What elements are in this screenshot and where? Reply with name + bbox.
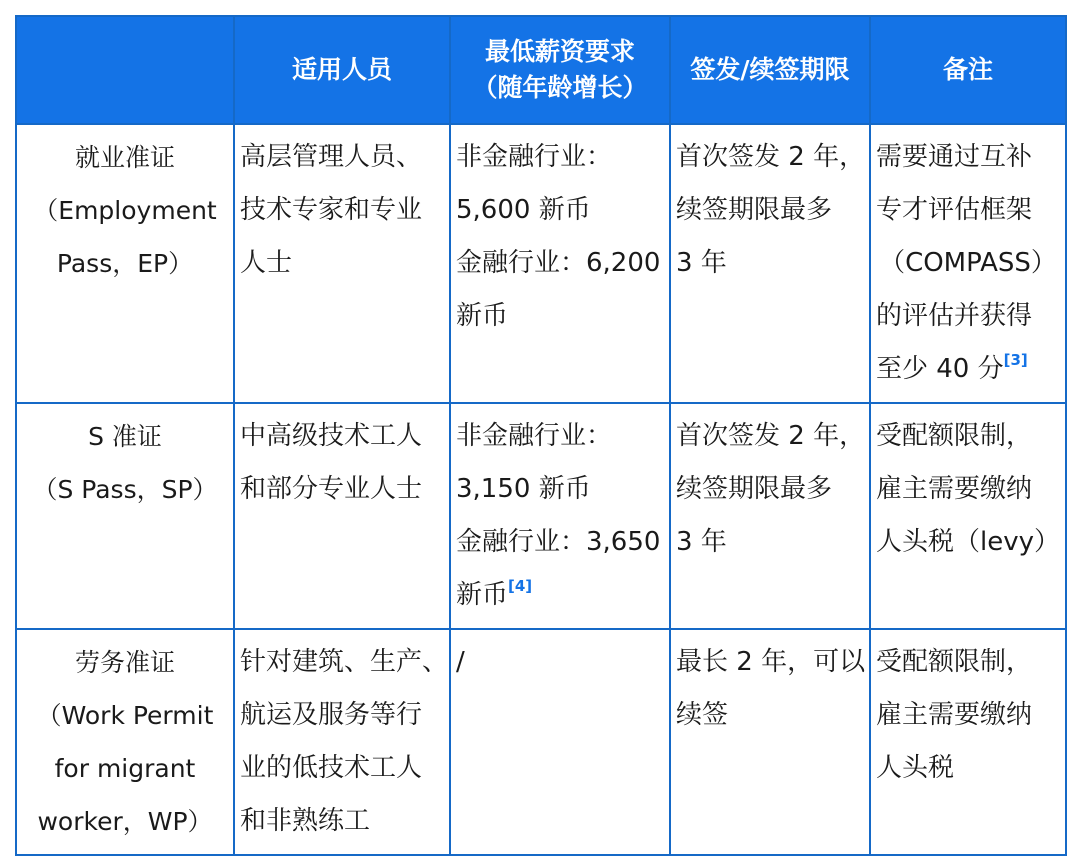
salary-line: /: [456, 647, 465, 677]
notes-text: 至少 40 分: [876, 354, 1004, 384]
salary-line: 金融行业：3,650: [456, 527, 661, 557]
pass-type-line: （Employment: [33, 196, 217, 225]
notes-line: 雇主需要缴纳: [876, 700, 1033, 730]
table-row: [16, 629, 1066, 855]
salary-line: 金融行业：6,200: [456, 248, 661, 278]
applicants-cell: [234, 629, 450, 855]
applicants-line: 和部分专业人士: [240, 474, 423, 504]
notes-line: 受配额限制，: [876, 421, 1033, 451]
work-pass-table: [15, 15, 1067, 856]
pass-type-line: Pass，EP）: [56, 249, 194, 278]
notes-line: 专才评估框架: [876, 195, 1033, 225]
header-min-salary: [450, 16, 670, 124]
header-notes: 备注: [870, 16, 1066, 124]
notes-line-with-ref: [876, 343, 1060, 396]
term-line: 最长 2 年，可以: [676, 647, 866, 677]
pass-type-line: 就业准证: [74, 143, 175, 172]
applicants-line: 航运及服务等行: [240, 700, 423, 730]
pass-type-line: S 准证: [88, 422, 162, 451]
term-line: 续签期限最多: [676, 474, 833, 504]
notes-line: 的评估并获得: [876, 301, 1033, 331]
pass-type-cell: [16, 124, 234, 403]
notes-line: 需要通过互补: [876, 142, 1033, 172]
applicants-line: 针对建筑、生产、: [240, 647, 449, 677]
notes-line: 雇主需要缴纳: [876, 474, 1033, 504]
term-line: 续签: [676, 700, 729, 730]
salary-cell: [450, 629, 670, 855]
notes-cell: [870, 629, 1066, 855]
header-term: 签发/续签期限: [670, 16, 870, 124]
salary-line: 新币: [456, 301, 509, 331]
term-line: 首次签发 2 年，: [676, 421, 866, 451]
applicants-cell: [234, 124, 450, 403]
salary-line: 3,150 新币: [456, 474, 591, 504]
pass-type-cell: [16, 629, 234, 855]
table-header-row: [16, 16, 1066, 124]
applicants-line: 和非熟练工: [240, 806, 371, 836]
salary-cell: [450, 124, 670, 403]
header-applicants: 适用人员: [234, 16, 450, 124]
salary-line-with-ref: [456, 569, 664, 622]
notes-line: （COMPASS）: [879, 248, 1057, 278]
table-row: [16, 403, 1066, 629]
footnote-ref-link[interactable]: [3]: [1003, 351, 1028, 369]
applicants-line: 高层管理人员、: [240, 142, 423, 172]
applicants-line: 人士: [240, 248, 293, 278]
applicants-line: 中高级技术工人: [240, 421, 423, 451]
notes-line: 受配额限制，: [876, 647, 1033, 677]
header-min-salary-line1: 最低薪资要求: [484, 37, 635, 66]
pass-type-line: 劳务准证: [74, 648, 175, 677]
footnote-ref-link[interactable]: [4]: [508, 577, 533, 595]
term-cell: [670, 403, 870, 629]
applicants-line: 业的低技术工人: [240, 753, 423, 783]
pass-type-line: （S Pass，SP）: [32, 475, 218, 504]
notes-cell: [870, 403, 1066, 629]
salary-line: 非金融行业：: [456, 142, 613, 172]
table-row: [16, 124, 1066, 403]
term-line: 3 年: [676, 248, 727, 278]
pass-type-cell: [16, 403, 234, 629]
header-empty: [16, 16, 234, 124]
pass-type-line: （Work Permit: [36, 701, 214, 730]
notes-line: 人头税: [876, 753, 955, 783]
salary-line: 非金融行业：: [456, 421, 613, 451]
salary-cell: [450, 403, 670, 629]
term-cell: [670, 124, 870, 403]
term-line: 3 年: [676, 527, 727, 557]
term-line: 首次签发 2 年，: [676, 142, 866, 172]
applicants-cell: [234, 403, 450, 629]
pass-type-line: for migrant: [54, 754, 196, 783]
applicants-line: 技术专家和专业: [240, 195, 423, 225]
header-min-salary-line2: （随年龄增长）: [472, 73, 648, 102]
term-cell: [670, 629, 870, 855]
pass-type-line: worker，WP）: [37, 807, 213, 836]
notes-cell: [870, 124, 1066, 403]
notes-line: 人头税（levy）: [876, 527, 1060, 557]
salary-line: 5,600 新币: [456, 195, 591, 225]
salary-text: 新币: [456, 580, 509, 610]
term-line: 续签期限最多: [676, 195, 833, 225]
